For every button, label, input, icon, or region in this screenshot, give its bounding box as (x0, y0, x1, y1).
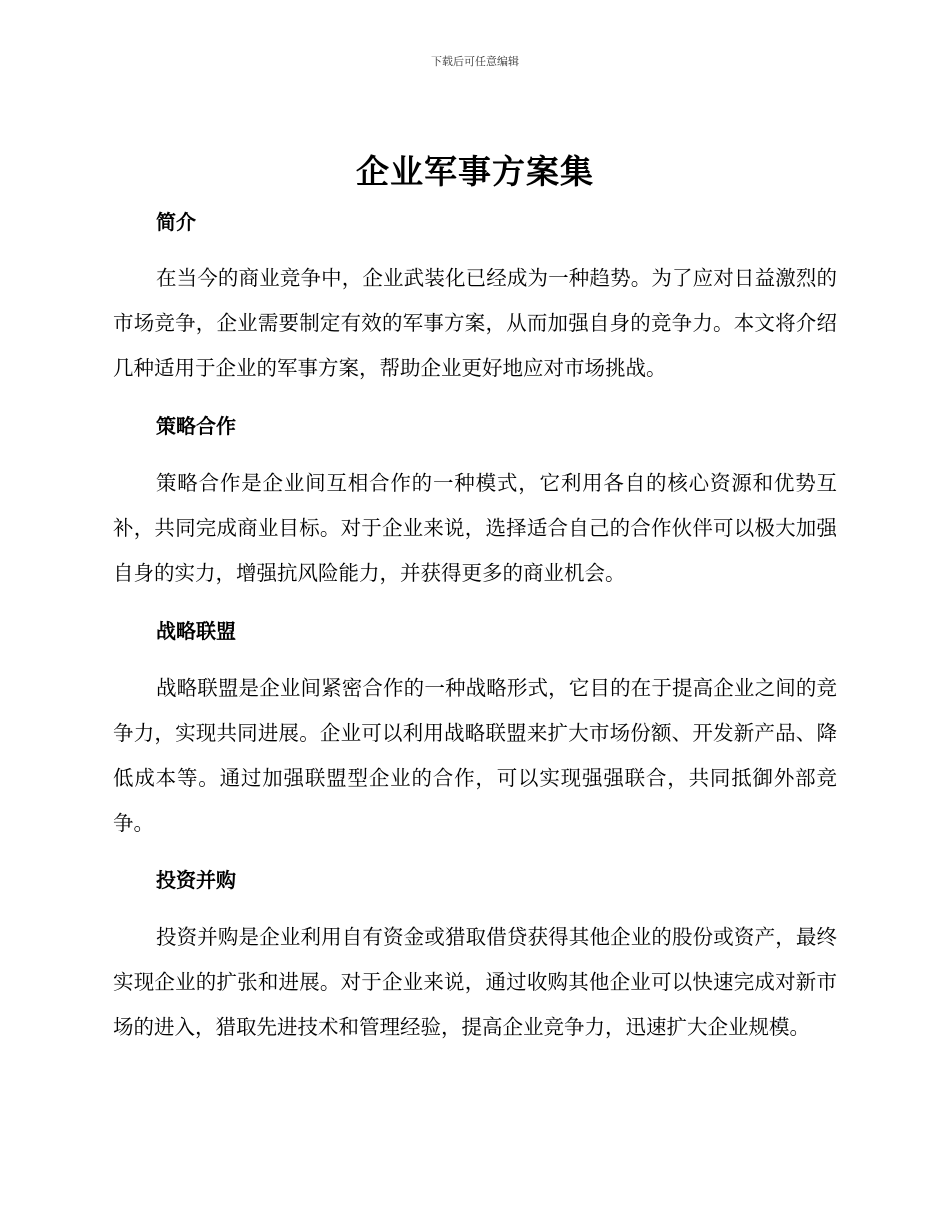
section-heading-strategic-alliance: 战略联盟 (156, 619, 236, 643)
section-heading-investment-merger: 投资并购 (156, 868, 236, 892)
section-body-investment-merger: 投资并购是企业利用自有资金或猎取借贷获得其他企业的股份或资产，最终实现企业的扩张和进展。对于企业来说，通过收购其他企业可以快速完成对新市场的进入，猎取先进技术和管理经验，提高企业竞争力，迅速扩大企业规模。 (113, 925, 837, 1039)
section-body-strategic-alliance: 战略联盟是企业间紧密合作的一种战略形式，它目的在于提高企业之间的竞争力，实现共同进展。企业可以利用战略联盟来扩大市场份额、开发新产品、降低成本等。通过加强联盟型企业的合作，可以实现强强联合，共同抵御外部竞争。 (113, 676, 837, 835)
section-body-strategic-cooperation: 策略合作是企业间互相合作的一种模式，它利用各自的核心资源和优势互补，共同完成商业目标。对于企业来说，选择适合自己的合作伙伴可以极大加强自身的实力，增强抗风险能力，并获得更多的商业机会。 (113, 471, 837, 585)
section-body-intro: 在当今的商业竞争中，企业武装化已经成为一种趋势。为了应对日益激烈的市场竞争，企业需要制定有效的军事方案，从而加强自身的竞争力。本文将介绍几种适用于企业的军事方案，帮助企业更好地应对市场挑战。 (113, 266, 837, 380)
section-heading-intro: 简介 (156, 210, 196, 234)
header-note: 下载后可任意编辑 (431, 55, 519, 68)
section-heading-strategic-cooperation: 策略合作 (156, 414, 236, 438)
document-title: 企业军事方案集 (356, 152, 594, 191)
